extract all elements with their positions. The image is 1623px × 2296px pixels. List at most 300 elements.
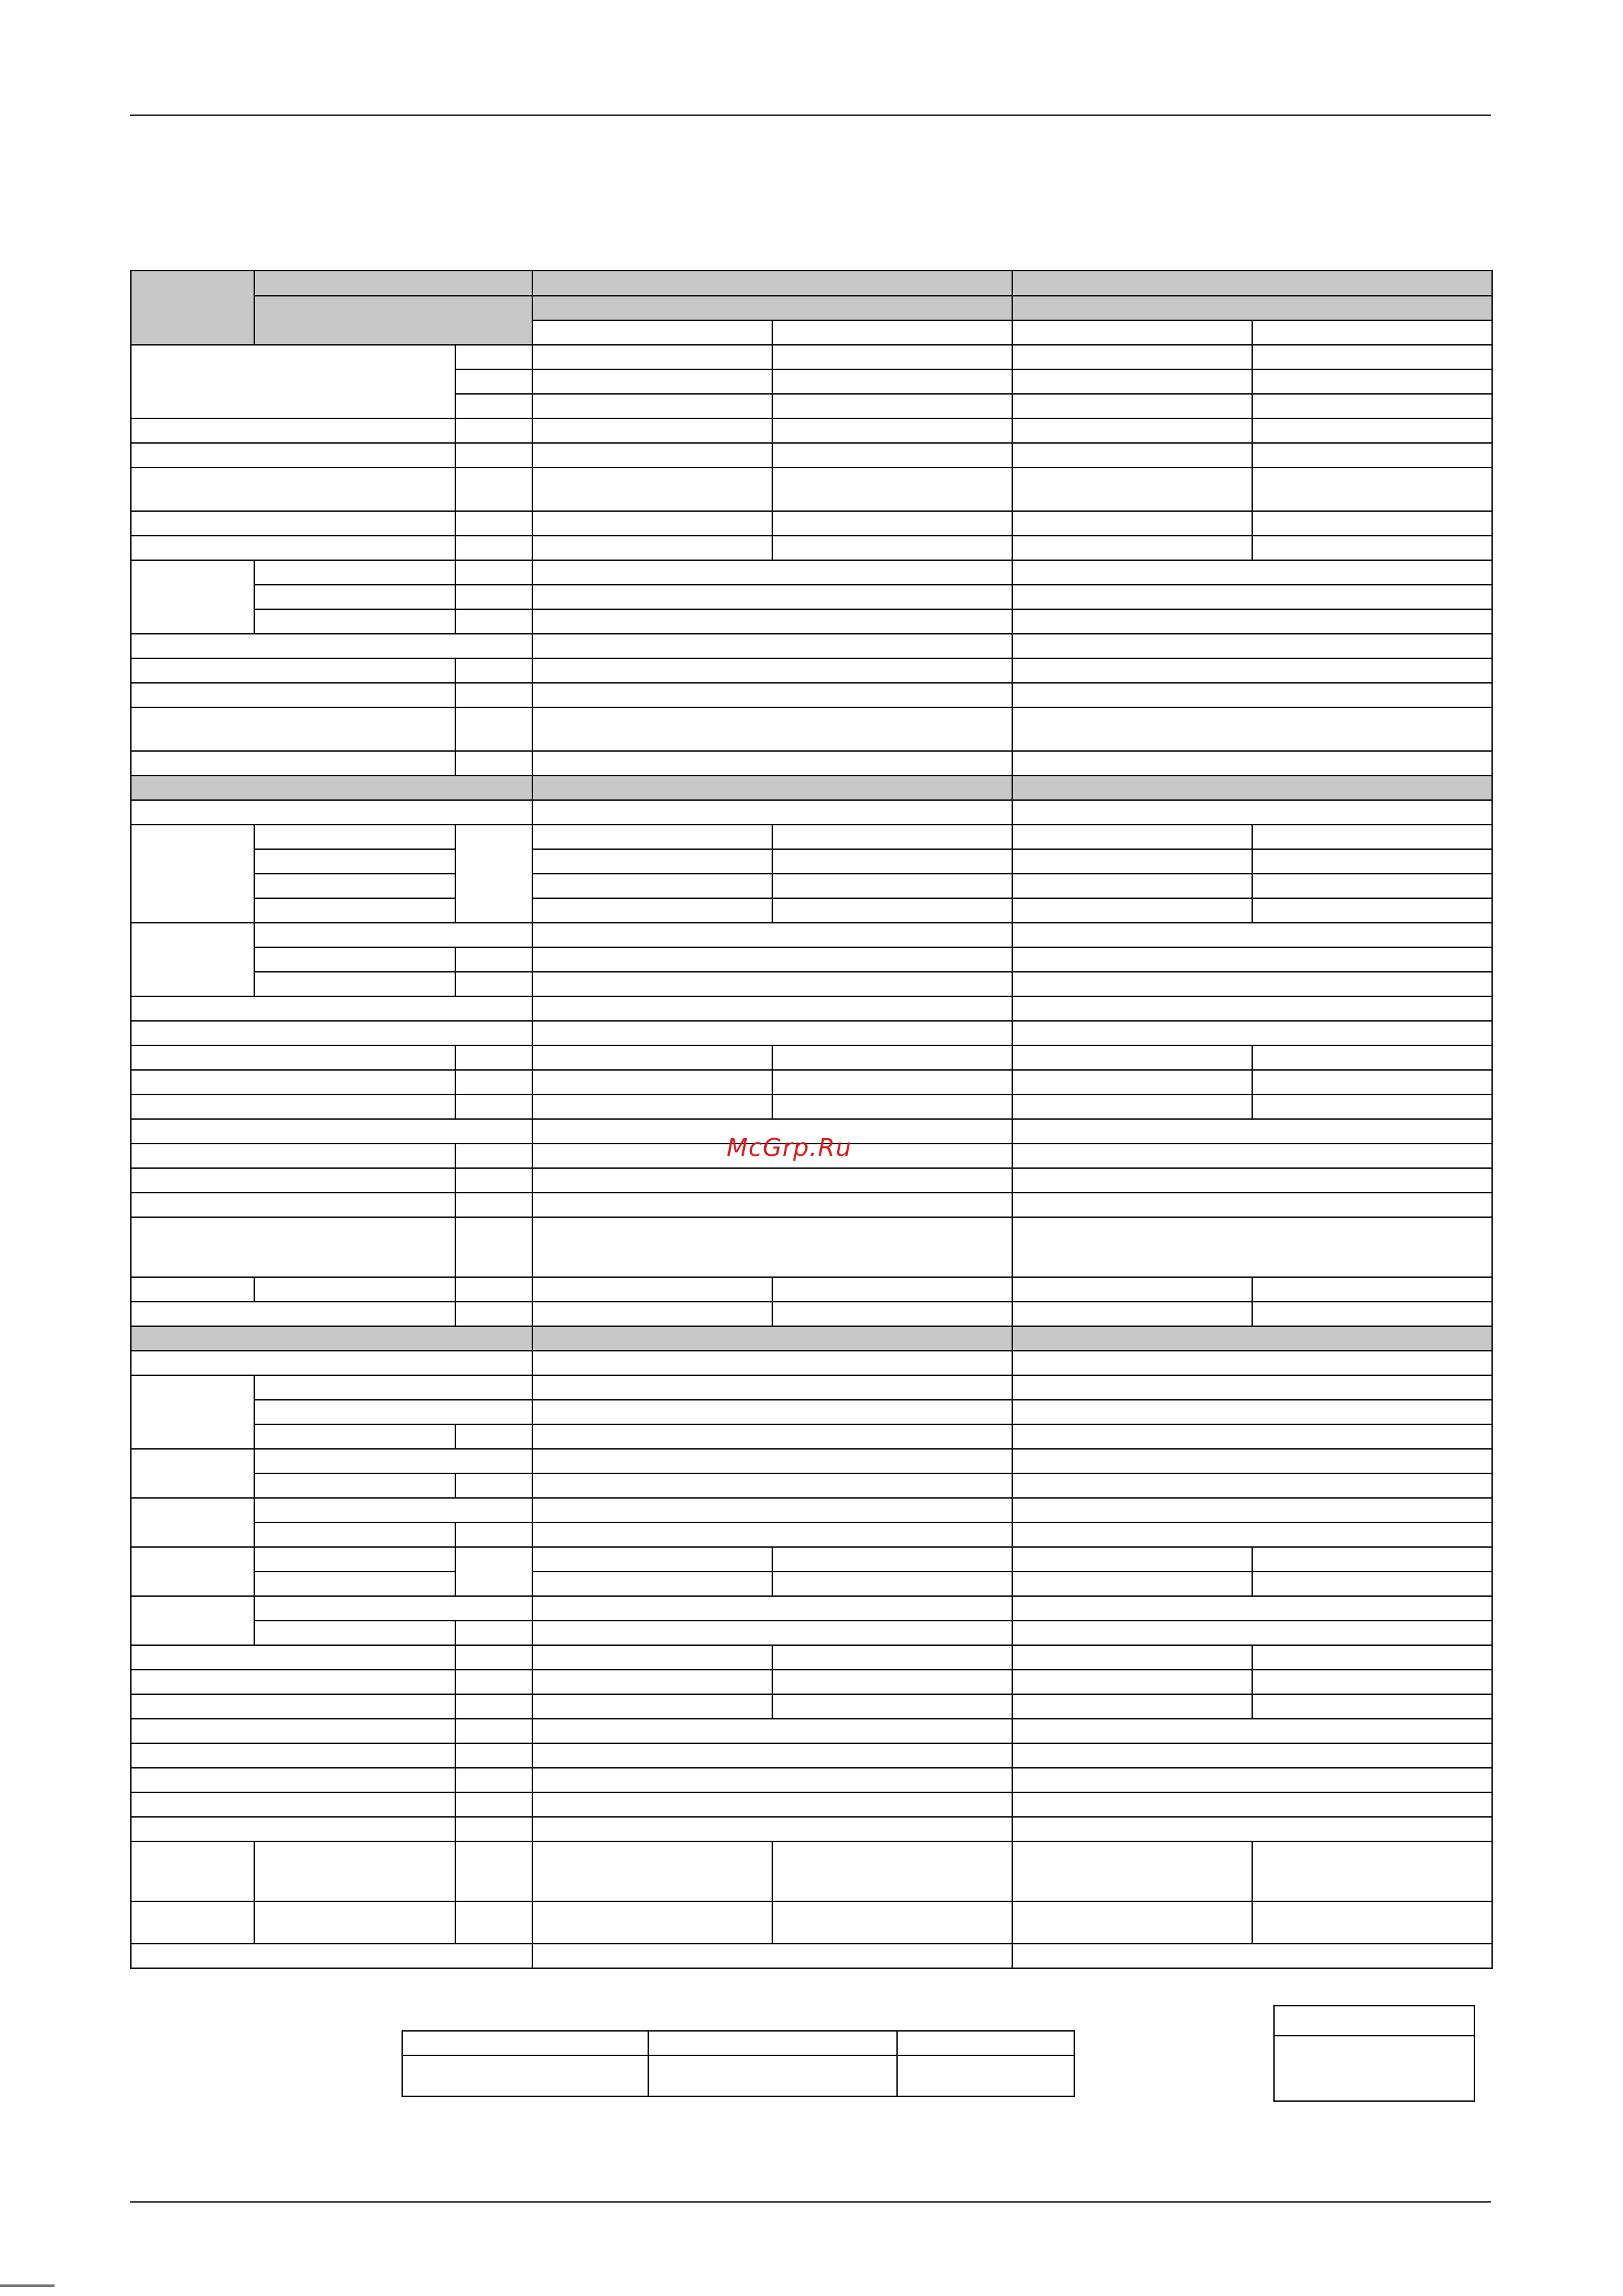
spec-cell xyxy=(131,418,455,443)
spec-cell xyxy=(772,1572,1012,1596)
spec-row xyxy=(131,1645,1492,1670)
spec-cell xyxy=(1252,1070,1492,1095)
spec-row xyxy=(131,1193,1492,1217)
spec-cell xyxy=(254,849,455,874)
spec-cell xyxy=(254,1400,532,1424)
spec-cell xyxy=(1252,345,1492,369)
footer-cell xyxy=(897,2031,1074,2055)
spec-cell xyxy=(772,1694,1012,1719)
spec-cell xyxy=(131,1095,455,1119)
spec-cell xyxy=(772,898,1012,923)
spec-cell xyxy=(532,1547,772,1572)
spec-row xyxy=(131,972,1492,996)
spec-row xyxy=(131,996,1492,1021)
spec-row xyxy=(131,1572,1492,1596)
spec-cell xyxy=(254,1424,455,1449)
spec-cell xyxy=(455,1473,532,1498)
spec-cell xyxy=(254,1277,455,1302)
spec-cell xyxy=(455,1817,532,1841)
spec-row xyxy=(131,825,1492,849)
section-header-cell xyxy=(1012,296,1492,320)
spec-cell xyxy=(532,1473,1012,1498)
spec-cell xyxy=(1012,1719,1492,1743)
spec-row xyxy=(131,1719,1492,1743)
spec-cell xyxy=(455,585,532,609)
spec-cell xyxy=(1012,320,1252,345)
spec-cell xyxy=(772,825,1012,849)
spec-cell xyxy=(1012,1522,1492,1547)
footer-cell xyxy=(402,2055,648,2096)
spec-cell xyxy=(1012,369,1252,394)
spec-cell xyxy=(131,1792,455,1817)
spec-cell xyxy=(1012,849,1252,874)
spec-cell xyxy=(131,468,455,511)
spec-row xyxy=(131,271,1492,296)
spec-cell xyxy=(254,1547,455,1572)
footer-cell xyxy=(648,2031,897,2055)
spec-cell xyxy=(1012,468,1252,511)
spec-row xyxy=(131,1070,1492,1095)
spec-cell xyxy=(532,394,772,418)
spec-row xyxy=(131,1694,1492,1719)
spec-cell xyxy=(532,707,1012,751)
spec-cell xyxy=(1012,825,1252,849)
footer-rule xyxy=(130,2201,1491,2203)
spec-cell xyxy=(532,923,1012,947)
spec-cell xyxy=(1012,947,1492,972)
spec-cell xyxy=(455,609,532,634)
spec-cell xyxy=(254,898,455,923)
spec-cell xyxy=(131,1841,254,1901)
spec-cell xyxy=(455,1522,532,1547)
spec-cell xyxy=(772,1095,1012,1119)
spec-cell xyxy=(455,972,532,996)
spec-cell xyxy=(131,511,455,536)
spec-cell xyxy=(1012,1095,1252,1119)
spec-row xyxy=(131,1473,1492,1498)
spec-cell xyxy=(532,996,1012,1021)
spec-row xyxy=(131,1522,1492,1547)
spec-cell xyxy=(455,394,532,418)
spec-cell xyxy=(1252,511,1492,536)
page-corner-mark xyxy=(0,2284,55,2295)
spec-row xyxy=(131,947,1492,972)
spec-cell xyxy=(1252,1841,1492,1901)
spec-cell xyxy=(131,1070,455,1095)
spec-cell xyxy=(455,443,532,468)
spec-cell xyxy=(532,1095,772,1119)
section-header-cell xyxy=(532,1326,1012,1351)
spec-cell xyxy=(254,1841,455,1901)
spec-cell xyxy=(1012,1045,1252,1070)
spec-cell xyxy=(455,1045,532,1070)
spec-row xyxy=(131,751,1492,776)
spec-cell xyxy=(1252,1547,1492,1572)
spec-cell xyxy=(131,1449,254,1498)
spec-cell xyxy=(254,1498,532,1522)
spec-cell xyxy=(1012,1375,1492,1400)
spec-row xyxy=(131,536,1492,560)
section-header-cell xyxy=(131,1326,532,1351)
spec-cell xyxy=(772,468,1012,511)
spec-cell xyxy=(131,536,455,560)
spec-cell xyxy=(1252,1645,1492,1670)
spec-cell xyxy=(532,1944,1012,1968)
spec-cell xyxy=(1252,1095,1492,1119)
spec-cell xyxy=(1252,369,1492,394)
spec-cell xyxy=(131,683,455,707)
spec-cell xyxy=(532,1351,1012,1375)
spec-cell xyxy=(532,1193,1012,1217)
spec-cell xyxy=(455,418,532,443)
spec-cell xyxy=(131,923,254,996)
spec-cell xyxy=(1012,609,1492,634)
spec-row xyxy=(131,1217,1492,1277)
spec-cell xyxy=(532,320,772,345)
spec-cell xyxy=(254,585,455,609)
spec-cell xyxy=(1012,1144,1492,1168)
spec-cell xyxy=(455,1547,532,1596)
spec-cell xyxy=(532,898,772,923)
spec-row xyxy=(131,1944,1492,1968)
spec-cell xyxy=(455,751,532,776)
spec-cell xyxy=(131,996,532,1021)
approval-box-header xyxy=(1274,2006,1474,2036)
spec-cell xyxy=(455,1768,532,1792)
spec-row xyxy=(131,800,1492,825)
spec-cell xyxy=(532,1572,772,1596)
approval-box-body xyxy=(1274,2036,1474,2101)
spec-cell xyxy=(455,468,532,511)
spec-cell xyxy=(455,345,532,369)
spec-cell xyxy=(131,1645,455,1670)
spec-cell xyxy=(131,1144,455,1168)
spec-row xyxy=(131,345,1492,369)
spec-row xyxy=(131,1424,1492,1449)
spec-row xyxy=(131,1768,1492,1792)
spec-cell xyxy=(455,658,532,683)
spec-cell xyxy=(455,1070,532,1095)
spec-cell xyxy=(1012,1841,1252,1901)
spec-row xyxy=(131,1817,1492,1841)
spec-cell xyxy=(532,1719,1012,1743)
spec-cell xyxy=(455,1694,532,1719)
spec-cell xyxy=(131,1021,532,1045)
spec-cell xyxy=(532,345,772,369)
spec-cell xyxy=(131,1768,455,1792)
spec-cell xyxy=(455,707,532,751)
spec-cell xyxy=(455,536,532,560)
spec-row xyxy=(131,1449,1492,1473)
spec-row xyxy=(131,1168,1492,1193)
spec-cell xyxy=(1252,1045,1492,1070)
spec-row xyxy=(131,634,1492,658)
spec-cell xyxy=(532,443,772,468)
spec-cell xyxy=(772,874,1012,898)
spec-cell xyxy=(532,634,1012,658)
section-header-cell xyxy=(131,271,254,345)
watermark-text: McGrp.Ru xyxy=(727,1134,852,1162)
spec-cell xyxy=(455,1901,532,1944)
spec-cell xyxy=(1012,1021,1492,1045)
spec-cell xyxy=(1012,394,1252,418)
spec-cell xyxy=(254,1621,455,1645)
spec-cell xyxy=(1012,418,1252,443)
spec-cell xyxy=(1252,1277,1492,1302)
spec-row xyxy=(131,874,1492,898)
spec-cell xyxy=(455,1277,532,1302)
spec-cell xyxy=(1252,443,1492,468)
spec-cell xyxy=(532,658,1012,683)
spec-cell xyxy=(1012,585,1492,609)
spec-row xyxy=(131,1400,1492,1424)
spec-cell xyxy=(532,683,1012,707)
spec-cell xyxy=(532,1302,772,1326)
spec-cell xyxy=(772,418,1012,443)
spec-cell xyxy=(1012,800,1492,825)
spec-row xyxy=(131,658,1492,683)
spec-cell xyxy=(772,345,1012,369)
spec-cell xyxy=(254,1596,532,1621)
spec-cell xyxy=(1252,898,1492,923)
spec-cell xyxy=(772,511,1012,536)
spec-cell xyxy=(1012,874,1252,898)
header-rule xyxy=(130,114,1491,116)
footer-cell xyxy=(402,2031,648,2055)
spec-cell xyxy=(1252,1670,1492,1694)
spec-cell xyxy=(1012,1743,1492,1768)
spec-cell xyxy=(1012,1193,1492,1217)
spec-cell xyxy=(131,1498,254,1547)
spec-row xyxy=(131,707,1492,751)
spec-cell xyxy=(254,1901,455,1944)
spec-cell xyxy=(455,511,532,536)
spec-row xyxy=(131,443,1492,468)
spec-cell xyxy=(455,1168,532,1193)
spec-cell xyxy=(1252,874,1492,898)
spec-cell xyxy=(1012,1792,1492,1817)
spec-cell xyxy=(772,536,1012,560)
spec-cell xyxy=(1012,923,1492,947)
spec-cell xyxy=(131,1743,455,1768)
section-header-cell xyxy=(532,271,1012,296)
spec-cell xyxy=(532,1694,772,1719)
spec-cell xyxy=(1252,320,1492,345)
spec-cell xyxy=(131,560,254,634)
spec-cell xyxy=(772,320,1012,345)
spec-cell xyxy=(131,1670,455,1694)
spec-row xyxy=(131,1792,1492,1817)
spec-row xyxy=(131,609,1492,634)
spec-cell xyxy=(1012,1070,1252,1095)
spec-row xyxy=(131,923,1492,947)
spec-cell xyxy=(532,849,772,874)
spec-cell xyxy=(1252,825,1492,849)
spec-cell xyxy=(131,825,254,923)
spec-cell xyxy=(1012,1424,1492,1449)
spec-cell xyxy=(772,443,1012,468)
spec-cell xyxy=(131,1045,455,1070)
spec-cell xyxy=(131,1694,455,1719)
spec-cell xyxy=(532,1400,1012,1424)
spec-cell xyxy=(455,1621,532,1645)
spec-cell xyxy=(131,1351,532,1375)
spec-cell xyxy=(532,1817,1012,1841)
spec-cell xyxy=(455,1095,532,1119)
spec-cell xyxy=(532,1621,1012,1645)
spec-cell xyxy=(1012,683,1492,707)
spec-cell xyxy=(254,947,455,972)
spec-cell xyxy=(532,1645,772,1670)
section-header-cell xyxy=(1012,271,1492,296)
spec-cell xyxy=(772,1547,1012,1572)
spec-cell xyxy=(1012,1217,1492,1277)
spec-cell xyxy=(772,1901,1012,1944)
spec-cell xyxy=(1012,1645,1252,1670)
spec-row xyxy=(131,898,1492,923)
spec-row xyxy=(131,1596,1492,1621)
spec-cell xyxy=(1012,560,1492,585)
spec-cell xyxy=(1252,394,1492,418)
spec-cell xyxy=(131,1817,455,1841)
spec-cell xyxy=(532,1792,1012,1817)
footer-cell xyxy=(897,2055,1074,2096)
spec-cell xyxy=(455,1193,532,1217)
spec-cell xyxy=(455,947,532,972)
spec-cell xyxy=(455,1645,532,1670)
spec-cell xyxy=(254,1375,532,1400)
spec-cell xyxy=(131,443,455,468)
footer-note-table xyxy=(401,2030,1075,2097)
section-header-cell xyxy=(254,296,532,345)
spec-cell xyxy=(532,369,772,394)
spec-cell xyxy=(1252,1572,1492,1596)
spec-cell xyxy=(455,683,532,707)
spec-cell xyxy=(532,825,772,849)
spec-cell xyxy=(1012,1547,1252,1572)
spec-cell xyxy=(532,536,772,560)
spec-cell xyxy=(1012,1768,1492,1792)
spec-cell xyxy=(1012,1449,1492,1473)
spec-cell xyxy=(1012,1817,1492,1841)
spec-row xyxy=(131,468,1492,511)
spec-cell xyxy=(131,1596,254,1645)
spec-row xyxy=(131,585,1492,609)
section-header-cell xyxy=(131,776,532,800)
spec-cell xyxy=(131,1901,254,1944)
spec-row xyxy=(131,1375,1492,1400)
spec-row xyxy=(131,1901,1492,1944)
spec-cell xyxy=(131,1719,455,1743)
spec-cell xyxy=(254,874,455,898)
spec-cell xyxy=(1252,536,1492,560)
spec-row xyxy=(131,1277,1492,1302)
spec-cell xyxy=(532,1424,1012,1449)
spec-cell xyxy=(532,1743,1012,1768)
spec-cell xyxy=(532,609,1012,634)
spec-row xyxy=(131,849,1492,874)
spec-cell xyxy=(1012,658,1492,683)
spec-cell xyxy=(772,1841,1012,1901)
spec-cell xyxy=(254,1522,455,1547)
spec-cell xyxy=(532,1449,1012,1473)
spec-cell xyxy=(1012,707,1492,751)
spec-cell xyxy=(131,800,532,825)
spec-row xyxy=(131,296,1492,320)
spec-cell xyxy=(1012,1596,1492,1621)
spec-cell xyxy=(455,1424,532,1449)
spec-cell xyxy=(1012,1351,1492,1375)
spec-cell xyxy=(455,1719,532,1743)
spec-cell xyxy=(1012,511,1252,536)
spec-cell xyxy=(532,1768,1012,1792)
spec-row xyxy=(131,1547,1492,1572)
spec-cell xyxy=(532,1021,1012,1045)
spec-cell xyxy=(1012,1498,1492,1522)
spec-cell xyxy=(254,972,455,996)
spec-cell xyxy=(131,707,455,751)
spec-row xyxy=(131,1670,1492,1694)
spec-cell xyxy=(532,800,1012,825)
spec-cell xyxy=(1012,972,1492,996)
spec-cell xyxy=(772,1645,1012,1670)
spec-cell xyxy=(532,751,1012,776)
spec-cell xyxy=(532,468,772,511)
spec-cell xyxy=(772,1670,1012,1694)
spec-cell xyxy=(131,1375,254,1449)
spec-cell xyxy=(131,1217,455,1277)
spec-cell xyxy=(254,1449,532,1473)
spec-row xyxy=(131,1326,1492,1351)
spec-cell xyxy=(532,1217,1012,1277)
spec-cell xyxy=(1252,1694,1492,1719)
spec-cell xyxy=(455,560,532,585)
spec-cell xyxy=(131,1119,532,1144)
spec-row xyxy=(131,1045,1492,1070)
spec-cell xyxy=(131,658,455,683)
spec-cell xyxy=(1252,468,1492,511)
spec-cell xyxy=(131,345,455,418)
spec-cell xyxy=(532,1901,772,1944)
spec-cell xyxy=(254,609,455,634)
spec-cell xyxy=(254,1473,455,1498)
spec-row xyxy=(131,560,1492,585)
spec-cell xyxy=(1012,443,1252,468)
spec-row xyxy=(131,1021,1492,1045)
section-header-cell xyxy=(1012,776,1492,800)
spec-cell xyxy=(772,369,1012,394)
spec-cell xyxy=(131,1547,254,1596)
spec-cell xyxy=(254,1572,455,1596)
spec-cell xyxy=(131,1302,455,1326)
spec-cell xyxy=(1252,849,1492,874)
spec-cell xyxy=(1012,634,1492,658)
approval-box xyxy=(1273,2005,1475,2102)
spec-cell xyxy=(772,1045,1012,1070)
spec-cell xyxy=(131,634,532,658)
spec-cell xyxy=(1252,418,1492,443)
spec-cell xyxy=(1252,1302,1492,1326)
spec-row xyxy=(131,1841,1492,1901)
spec-row xyxy=(131,1351,1492,1375)
spec-row xyxy=(131,511,1492,536)
spec-cell xyxy=(1012,1119,1492,1144)
spec-cell xyxy=(455,1217,532,1277)
spec-row xyxy=(131,418,1492,443)
spec-cell xyxy=(1012,1694,1252,1719)
spec-cell xyxy=(532,418,772,443)
spec-cell xyxy=(532,1498,1012,1522)
